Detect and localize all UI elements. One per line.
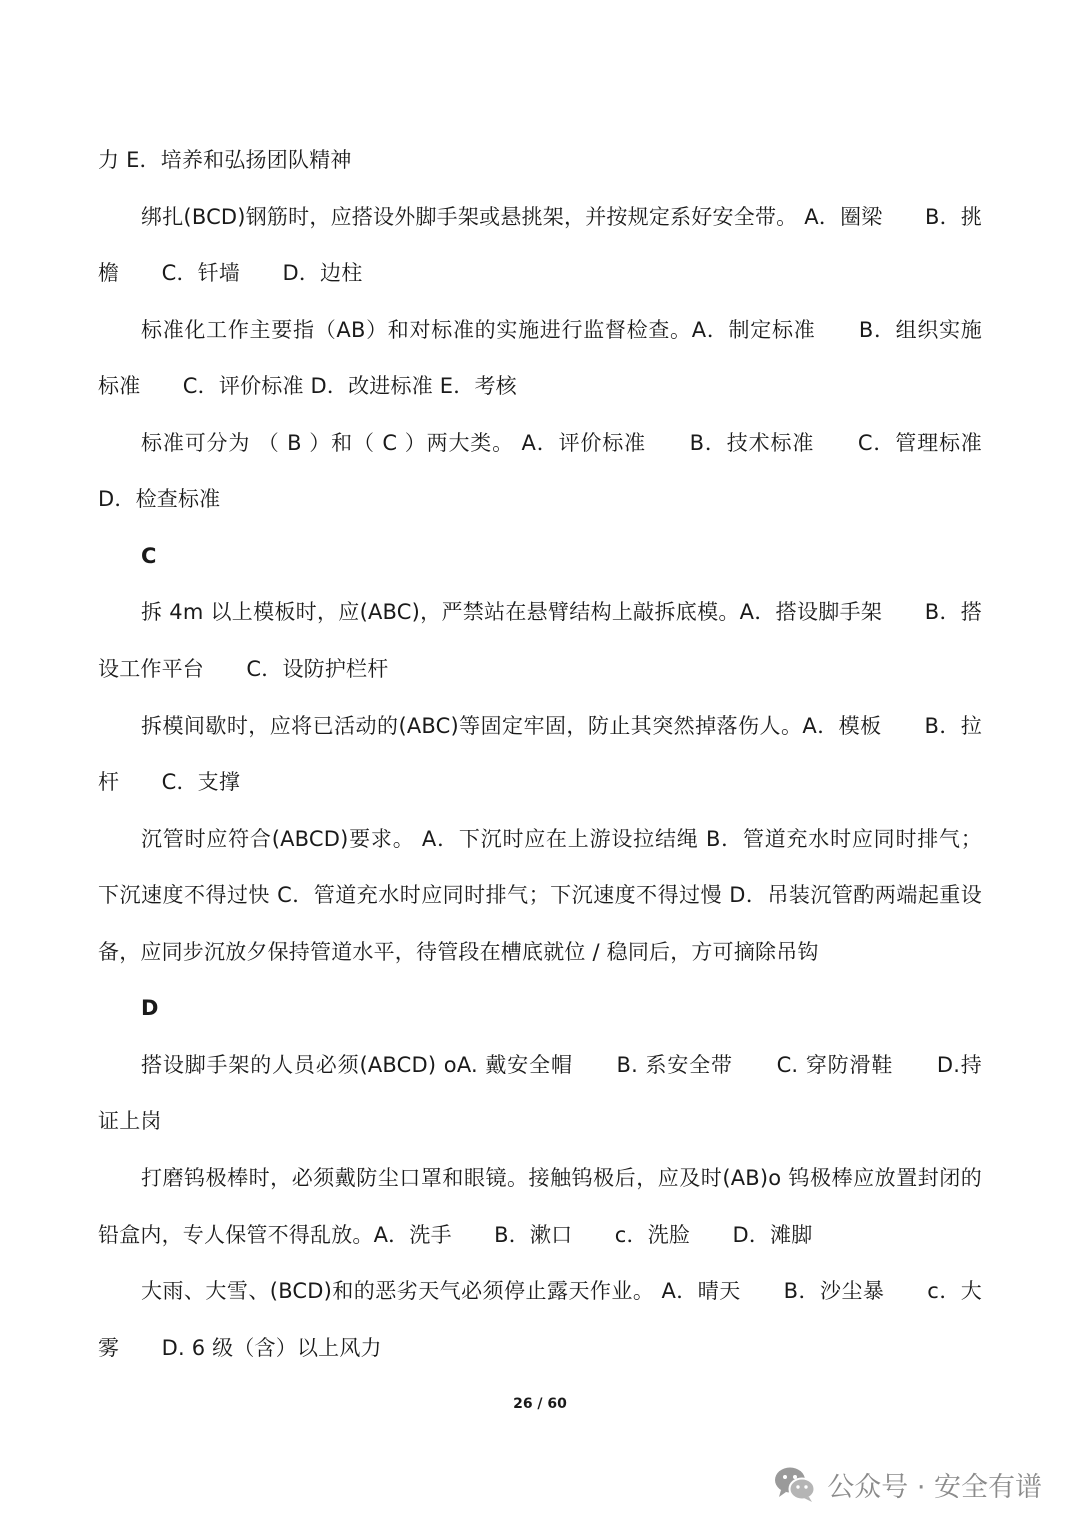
text-line: 檐 C．钎墙 D．边柱 [98, 261, 363, 285]
watermark [773, 1462, 1042, 1506]
question-line: 标准化工作主要指（AB）和对标准的实施进行监督检查。A．制定标准 B．组织实施 [141, 318, 982, 342]
text-line: 杆 C．支撑 [98, 770, 241, 794]
watermark-text: 公众号 · 安全有谱 [827, 1471, 1042, 1503]
section-heading: C [141, 544, 157, 568]
text-line: 铅盒内，专人保管不得乱放。A．洗手 B．漱口 c．洗脸 D．滩脚 [98, 1223, 813, 1247]
question-line: 大雨、大雪、(BCD)和的恶劣天气必须停止露天作业。 A．晴天 B．沙尘暴 c．大 [141, 1279, 982, 1303]
question-line: 标准可分为 （ B ）和（ C ）两大类。 A．评价标准 B．技术标准 C．管理标准 [141, 431, 982, 455]
text-line: 证上岗 [98, 1109, 162, 1133]
wechat-icon [773, 1465, 817, 1503]
text-line: D．检查标准 [98, 487, 221, 511]
page-number: 26 / 60 [513, 1396, 567, 1412]
text-line: 雾 D. 6 级（含）以上风力 [98, 1336, 382, 1360]
text-line: 设工作平台 C．设防护栏杆 [98, 657, 389, 681]
question-line: 沉管时应符合(ABCD)要求。 A．下沉时应在上游设拉结绳 B．管道充水时应同时排气； [141, 827, 982, 851]
text-line: 下沉速度不得过快 C．管道充水时应同时排气；下沉速度不得过慢 D．吊装沉管酌两端起重设 [98, 883, 982, 907]
text-line: 备，应同步沉放夕保持管道水平，待管段在槽底就位 / 稳同后，方可摘除吊钩 [98, 940, 819, 964]
question-line: 搭设脚手架的人员必须(ABCD) oA. 戴安全帽 B. 系安全带 C. 穿防滑鞋 D.持 [141, 1053, 982, 1077]
question-line: 打磨钨极棒时，必须戴防尘口罩和眼镜。接触钨极后，应及时(AB)o 钨极棒应放置封闭的 [141, 1166, 982, 1190]
question-line: 拆 4m 以上模板时，应(ABC)，严禁站在悬臂结构上敲拆底模。A．搭设脚手架 B．搭 [141, 600, 982, 624]
section-heading: D [141, 996, 159, 1020]
question-line: 拆模间歇时，应将已活动的(ABC)等固定牢固，防止其突然掉落伤人。A．模板 B．拉 [141, 714, 982, 738]
question-line: 绑扎(BCD)钢筋时，应搭设外脚手架或悬挑架，并按规定系好安全带。 A．圈梁 B．挑 [141, 205, 982, 229]
text-line: 标准 C．评价标准 D．改进标准 E．考核 [98, 374, 517, 398]
text-line: 力 E．培养和弘扬团队精神 [98, 148, 352, 172]
